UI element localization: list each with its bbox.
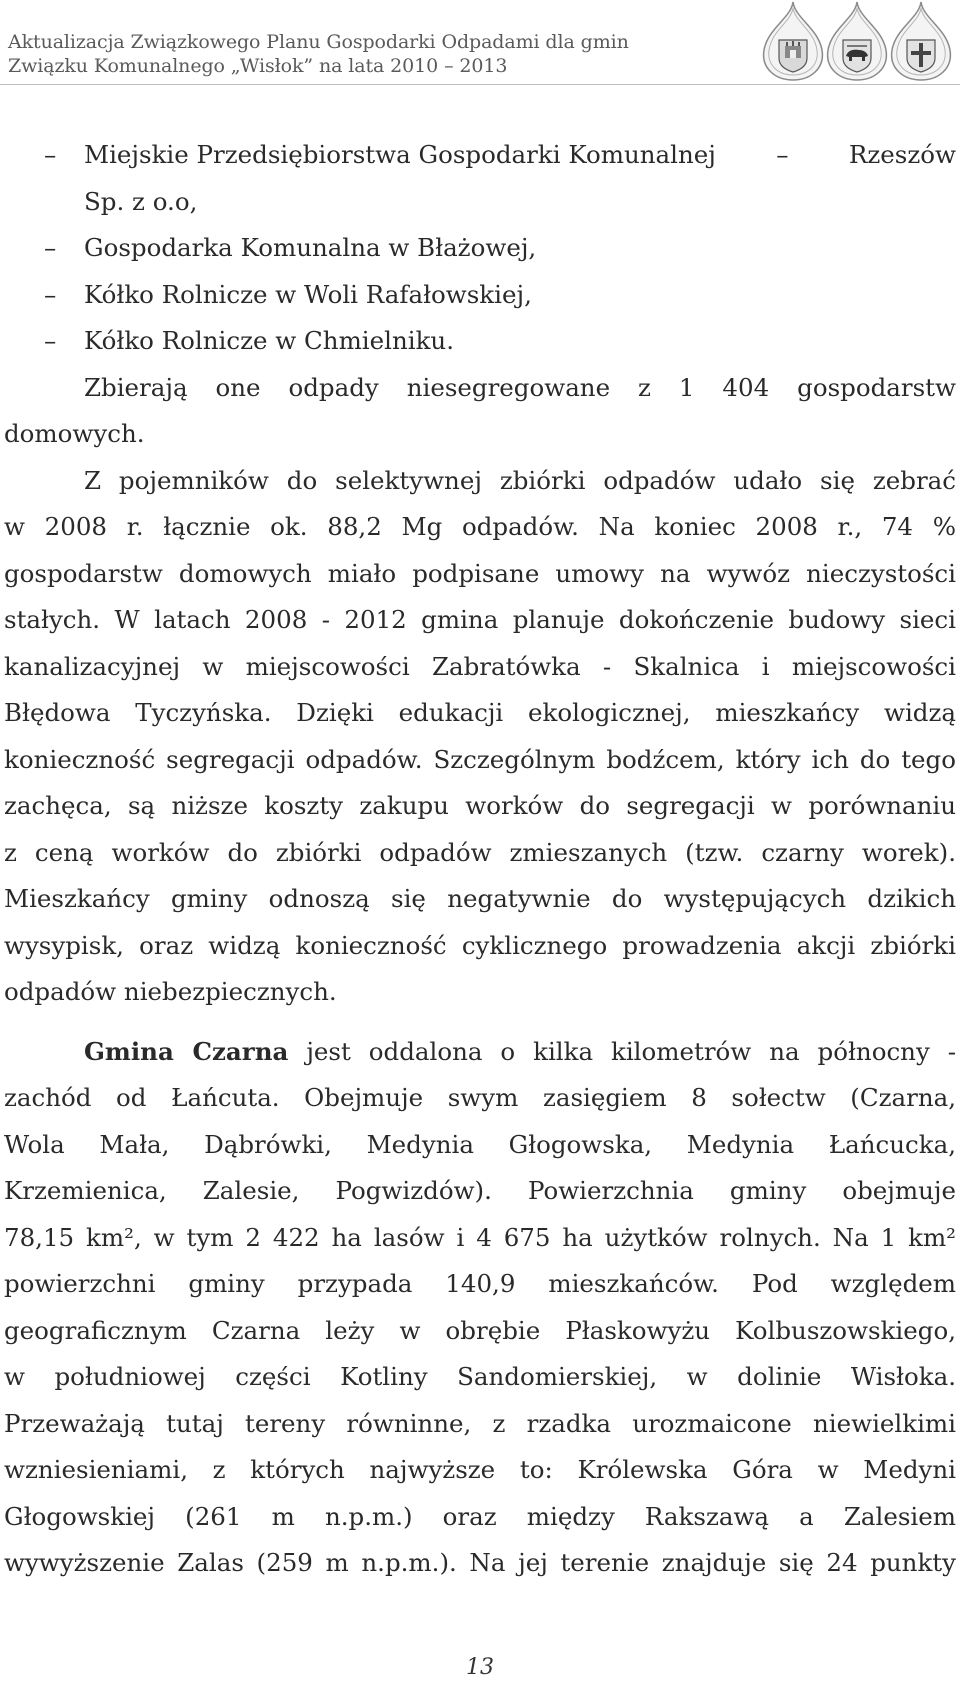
list-item-text: Miejskie Przedsiębiorstwa Gospodarki Komunalnej bbox=[84, 140, 716, 169]
paragraph-line-rest: jest oddalona o kilka kilometrów na północny - bbox=[288, 1036, 956, 1066]
paragraph-line: w południowej części Kotliny Sandomierskiej, w dolinie Wisłoka. bbox=[4, 1362, 956, 1391]
list-item-text: Gospodarka Komunalna w Błażowej, bbox=[84, 233, 537, 262]
paragraph-line: powierzchni gminy przypada 140,9 mieszkańców. Pod względem bbox=[4, 1269, 956, 1298]
list-item-text: Kółko Rolnicze w Woli Rafałowskiej, bbox=[84, 279, 532, 309]
list-item bbox=[4, 318, 956, 365]
list-item bbox=[4, 132, 956, 225]
list-dash: – bbox=[44, 140, 57, 169]
paragraph-line: 78,15 km², w tym 2 422 ha lasów i 4 675 ha użytków rolnych. Na 1 km² bbox=[4, 1222, 956, 1252]
page-number: 13 bbox=[466, 1655, 494, 1680]
paragraph-line: Mieszkańcy gminy odnoszą się negatywnie do występujących dzikich bbox=[4, 884, 956, 913]
page-header bbox=[0, 0, 960, 86]
paragraph-line: Zbierają one odpady niesegregowane z 1 404 gospodarstw bbox=[84, 372, 956, 402]
paragraph-line: konieczność segregacji odpadów. Szczególnym bodźcem, który ich do tego bbox=[4, 744, 956, 774]
list-dash: – bbox=[44, 279, 57, 309]
header-divider bbox=[0, 84, 960, 85]
paragraph-line: gospodarstw domowych miało podpisane umowy na wywóz nieczystości bbox=[4, 558, 956, 588]
paragraph-line: geograficznym Czarna leży w obrębie Płaskowyżu Kolbuszowskiego, bbox=[4, 1315, 956, 1345]
paragraph-line: Przeważają tutaj tereny równinne, z rzadka urozmaicone niewielkimi bbox=[4, 1408, 956, 1438]
paragraph-waste-collection bbox=[4, 365, 956, 458]
list-item-continuation: Sp. z o.o, bbox=[84, 186, 198, 216]
header-title-line-2: Związku Komunalnego „Wisłok” na lata 2010 – 2013 bbox=[8, 55, 508, 77]
list-dash: – bbox=[44, 326, 57, 355]
paragraph-line: domowych. bbox=[4, 419, 145, 448]
gmina-name-bold: Gmina Czarna bbox=[84, 1036, 289, 1066]
header-title-line-1: Aktualizacja Związkowego Planu Gospodarki Odpadami dla gmin bbox=[8, 31, 629, 53]
paragraph-line: kanalizacyjnej w miejscowości Zabratówka - Skalnica i miejscowości bbox=[4, 651, 956, 681]
list-item bbox=[4, 225, 956, 272]
paragraph-line: Wola Mała, Dąbrówki, Medynia Głogowska, Medynia Łańcucka, bbox=[4, 1129, 956, 1159]
paragraph-line: wzniesieniami, z których najwyższe to: Królewska Góra w Medyni bbox=[4, 1455, 956, 1484]
paragraph-line: z ceną worków do zbiórki odpadów zmieszanych (tzw. czarny worek). bbox=[4, 837, 956, 867]
coat-of-arms-logo-1 bbox=[758, 0, 828, 82]
header-logos bbox=[740, 0, 960, 84]
paragraph-line: zachęca, są niższe koszty zakupu worków do segregacji w porównaniu bbox=[4, 791, 956, 820]
paragraph-gmina-czarna bbox=[4, 1029, 956, 1587]
list-item bbox=[4, 272, 956, 319]
paragraph-line bbox=[4, 1029, 956, 1076]
paragraph-line: Z pojemników do selektywnej zbiórki odpadów udało się zebrać bbox=[84, 465, 956, 495]
coat-of-arms-logo-3 bbox=[886, 0, 956, 82]
paragraph-line: Krzemienica, Zalesie, Pogwizdów). Powierzchnia gminy obejmuje bbox=[4, 1176, 956, 1205]
paragraph-line: Głogowskiej (261 m n.p.m.) oraz między Rakszawą a Zalesiem bbox=[4, 1501, 956, 1531]
paragraph-line: stałych. W latach 2008 - 2012 gmina planuje dokończenie budowy sieci bbox=[4, 605, 956, 634]
paragraph-line: wywyższenie Zalas (259 m n.p.m.). Na jej terenie znajduje się 24 punkty bbox=[4, 1548, 956, 1577]
paragraph-line: w 2008 r. łącznie ok. 88,2 Mg odpadów. Na koniec 2008 r., 74 % bbox=[4, 512, 956, 541]
list-item-text: Kółko Rolnicze w Chmielniku. bbox=[84, 326, 455, 355]
paragraph-line: odpadów niebezpiecznych. bbox=[4, 977, 337, 1006]
paragraph-selective-collection bbox=[4, 458, 956, 1016]
list-item-text: Rzeszów bbox=[848, 140, 956, 169]
coat-of-arms-logo-2 bbox=[822, 0, 892, 82]
paragraph-spacer bbox=[4, 1016, 956, 1029]
paragraph-line: wysypisk, oraz widzą konieczność cyklicznego prowadzenia akcji zbiórki bbox=[4, 930, 956, 960]
list-item-separator: – bbox=[776, 140, 789, 169]
header-title bbox=[8, 30, 629, 78]
document-body bbox=[4, 132, 956, 1587]
paragraph-line: zachód od Łańcuta. Obejmuje swym zasięgiem 8 sołectw (Czarna, bbox=[4, 1083, 956, 1112]
list-dash: – bbox=[44, 233, 57, 262]
paragraph-line: Błędowa Tyczyńska. Dzięki edukacji ekologicznej, mieszkańcy widzą bbox=[4, 698, 956, 727]
